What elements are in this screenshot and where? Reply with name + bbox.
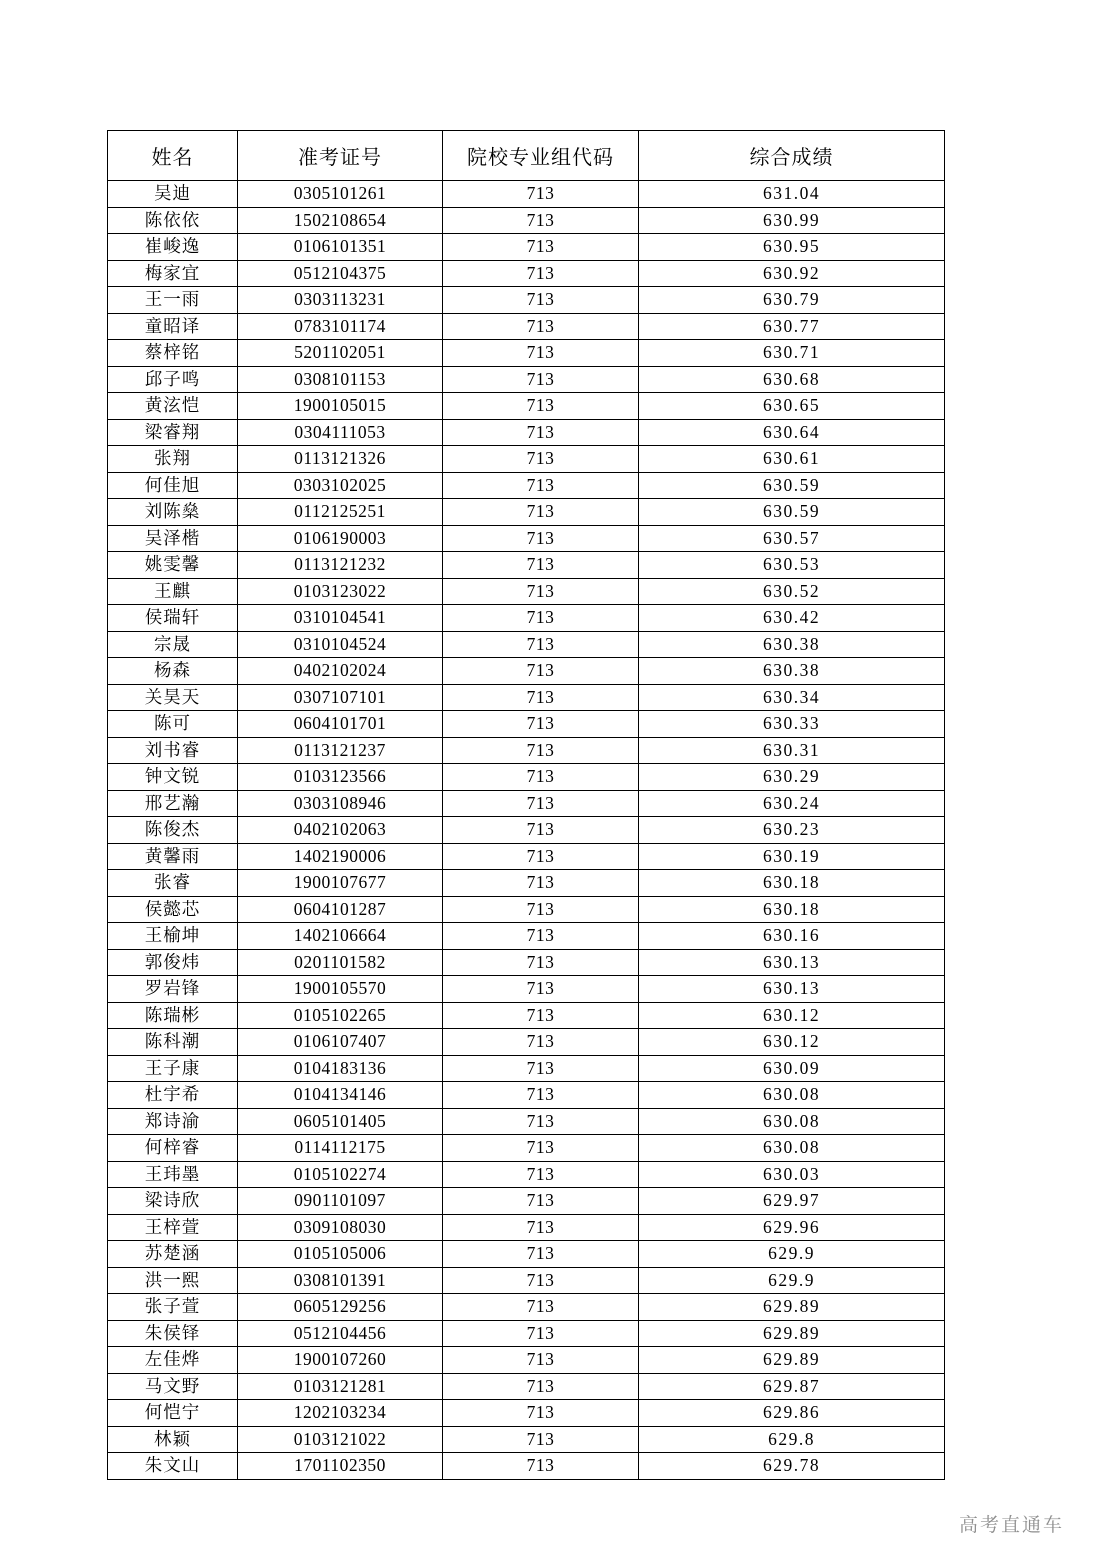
cell-exam: 0113121237 [238,737,443,764]
table-row [108,1055,945,1082]
cell-name: 崔峻逸 [108,234,238,261]
cell-score: 630.92 [639,260,945,287]
table-row [108,499,945,526]
table-row [108,366,945,393]
cell-exam: 0104183136 [238,1055,443,1082]
cell-name: 郭俊炜 [108,949,238,976]
cell-code: 713 [443,393,639,420]
cell-score: 630.08 [639,1082,945,1109]
cell-score: 629.9 [639,1241,945,1268]
cell-score: 630.68 [639,366,945,393]
cell-name: 王子康 [108,1055,238,1082]
cell-code: 713 [443,1161,639,1188]
cell-name: 郑诗渝 [108,1108,238,1135]
cell-score: 630.77 [639,313,945,340]
table-row [108,1347,945,1374]
cell-code: 713 [443,711,639,738]
cell-code: 713 [443,234,639,261]
cell-exam: 0105102274 [238,1161,443,1188]
cell-name: 张睿 [108,870,238,897]
cell-code: 713 [443,181,639,208]
cell-score: 630.99 [639,207,945,234]
cell-code: 713 [443,1082,639,1109]
cell-code: 713 [443,896,639,923]
cell-score: 630.09 [639,1055,945,1082]
cell-name: 杨森 [108,658,238,685]
cell-score: 630.31 [639,737,945,764]
table-row [108,1373,945,1400]
cell-exam: 1900107260 [238,1347,443,1374]
cell-score: 629.97 [639,1188,945,1215]
cell-exam: 1701102350 [238,1453,443,1480]
cell-exam: 0303113231 [238,287,443,314]
cell-name: 蔡梓铭 [108,340,238,367]
cell-score: 630.34 [639,684,945,711]
table-row [108,605,945,632]
cell-score: 629.78 [639,1453,945,1480]
table-row [108,711,945,738]
cell-code: 713 [443,366,639,393]
cell-exam: 0605101405 [238,1108,443,1135]
cell-score: 630.38 [639,658,945,685]
cell-name: 邱子鸣 [108,366,238,393]
cell-exam: 0605129256 [238,1294,443,1321]
table-row [108,1294,945,1321]
cell-name: 何佳旭 [108,472,238,499]
cell-name: 侯懿芯 [108,896,238,923]
table-row [108,870,945,897]
table-row [108,1188,945,1215]
cell-code: 713 [443,446,639,473]
cell-name: 王梓萱 [108,1214,238,1241]
cell-code: 713 [443,552,639,579]
table-row [108,684,945,711]
cell-score: 629.89 [639,1294,945,1321]
cell-score: 629.9 [639,1267,945,1294]
cell-exam: 0308101153 [238,366,443,393]
table-row [108,181,945,208]
table-row [108,340,945,367]
cell-name: 朱文山 [108,1453,238,1480]
cell-name: 王玮墨 [108,1161,238,1188]
cell-name: 邢艺瀚 [108,790,238,817]
cell-score: 629.96 [639,1214,945,1241]
cell-score: 630.03 [639,1161,945,1188]
cell-exam: 0113121232 [238,552,443,579]
cell-name: 张子萱 [108,1294,238,1321]
table-row [108,1082,945,1109]
cell-exam: 0105105006 [238,1241,443,1268]
cell-score: 630.16 [639,923,945,950]
cell-code: 713 [443,843,639,870]
cell-code: 713 [443,949,639,976]
cell-code: 713 [443,817,639,844]
cell-exam: 0402102024 [238,658,443,685]
table-row [108,260,945,287]
cell-name: 关昊天 [108,684,238,711]
cell-score: 630.59 [639,472,945,499]
cell-code: 713 [443,1294,639,1321]
cell-exam: 1502108654 [238,207,443,234]
cell-score: 630.08 [639,1135,945,1162]
cell-code: 713 [443,737,639,764]
table-row [108,207,945,234]
cell-name: 朱侯铎 [108,1320,238,1347]
cell-name: 罗岩锋 [108,976,238,1003]
cell-code: 713 [443,1453,639,1480]
cell-score: 629.86 [639,1400,945,1427]
cell-code: 713 [443,1029,639,1056]
cell-score: 630.95 [639,234,945,261]
cell-code: 713 [443,684,639,711]
cell-name: 童昭译 [108,313,238,340]
cell-score: 630.38 [639,631,945,658]
cell-name: 侯瑞轩 [108,605,238,632]
cell-score: 630.33 [639,711,945,738]
column-header-code: 院校专业组代码 [443,131,639,181]
cell-name: 刘陈燊 [108,499,238,526]
cell-score: 629.89 [639,1320,945,1347]
cell-code: 713 [443,1267,639,1294]
cell-name: 刘书睿 [108,737,238,764]
cell-exam: 0106190003 [238,525,443,552]
cell-exam: 0114112175 [238,1135,443,1162]
cell-exam: 1900105015 [238,393,443,420]
cell-name: 陈科潮 [108,1029,238,1056]
cell-name: 陈可 [108,711,238,738]
cell-exam: 0113121326 [238,446,443,473]
table-row [108,1426,945,1453]
cell-exam: 0310104541 [238,605,443,632]
cell-name: 宗晟 [108,631,238,658]
cell-exam: 0512104456 [238,1320,443,1347]
cell-exam: 0103121281 [238,1373,443,1400]
cell-code: 713 [443,472,639,499]
cell-score: 630.23 [639,817,945,844]
cell-exam: 0901101097 [238,1188,443,1215]
table-row [108,896,945,923]
table-row [108,578,945,605]
cell-name: 苏楚涵 [108,1241,238,1268]
cell-name: 何恺宁 [108,1400,238,1427]
cell-name: 林颖 [108,1426,238,1453]
cell-exam: 0112125251 [238,499,443,526]
cell-name: 何梓睿 [108,1135,238,1162]
cell-code: 713 [443,419,639,446]
cell-exam: 0106101351 [238,234,443,261]
cell-code: 713 [443,287,639,314]
cell-code: 713 [443,870,639,897]
cell-score: 630.24 [639,790,945,817]
table-row [108,976,945,1003]
table-row [108,631,945,658]
cell-exam: 0308101391 [238,1267,443,1294]
table-row [108,949,945,976]
cell-exam: 0106107407 [238,1029,443,1056]
cell-exam: 1900107677 [238,870,443,897]
cell-code: 713 [443,1426,639,1453]
table-row [108,234,945,261]
table-row [108,472,945,499]
cell-score: 630.12 [639,1029,945,1056]
cell-exam: 0105102265 [238,1002,443,1029]
table-row [108,658,945,685]
table-row [108,1320,945,1347]
table-row [108,1161,945,1188]
cell-code: 713 [443,658,639,685]
cell-exam: 1402106664 [238,923,443,950]
cell-code: 713 [443,313,639,340]
cell-score: 630.59 [639,499,945,526]
cell-score: 630.57 [639,525,945,552]
table-row [108,1108,945,1135]
cell-exam: 0307107101 [238,684,443,711]
column-header-score: 综合成绩 [639,131,945,181]
cell-code: 713 [443,1400,639,1427]
cell-exam: 0305101261 [238,181,443,208]
cell-exam: 0604101287 [238,896,443,923]
table-row [108,446,945,473]
cell-exam: 1402190006 [238,843,443,870]
cell-exam: 0309108030 [238,1214,443,1241]
cell-exam: 1900105570 [238,976,443,1003]
cell-code: 713 [443,1320,639,1347]
cell-score: 629.8 [639,1426,945,1453]
cell-score: 630.52 [639,578,945,605]
cell-name: 梁诗欣 [108,1188,238,1215]
cell-score: 630.53 [639,552,945,579]
cell-name: 洪一熙 [108,1267,238,1294]
column-header-exam: 准考证号 [238,131,443,181]
column-header-name: 姓名 [108,131,238,181]
cell-code: 713 [443,340,639,367]
table-row [108,737,945,764]
cell-score: 630.12 [639,1002,945,1029]
cell-score: 630.65 [639,393,945,420]
table-header-row [108,131,945,181]
table-row [108,817,945,844]
cell-score: 630.08 [639,1108,945,1135]
table-row [108,287,945,314]
cell-code: 713 [443,260,639,287]
cell-score: 630.18 [639,870,945,897]
table-row [108,1029,945,1056]
table-row [108,1241,945,1268]
cell-name: 钟文锐 [108,764,238,791]
cell-name: 马文野 [108,1373,238,1400]
table-row [108,552,945,579]
table-row [108,313,945,340]
cell-name: 陈依依 [108,207,238,234]
cell-code: 713 [443,1108,639,1135]
cell-score: 630.13 [639,949,945,976]
cell-exam: 0103123022 [238,578,443,605]
table-row [108,1400,945,1427]
cell-code: 713 [443,1188,639,1215]
cell-code: 713 [443,1002,639,1029]
cell-code: 713 [443,499,639,526]
cell-exam: 1202103234 [238,1400,443,1427]
cell-name: 张翔 [108,446,238,473]
cell-name: 吴迪 [108,181,238,208]
cell-code: 713 [443,1214,639,1241]
cell-exam: 0783101174 [238,313,443,340]
table-row [108,790,945,817]
cell-code: 713 [443,525,639,552]
cell-score: 630.42 [639,605,945,632]
cell-name: 梁睿翔 [108,419,238,446]
cell-score: 630.61 [639,446,945,473]
cell-score: 630.29 [639,764,945,791]
cell-name: 吴泽楷 [108,525,238,552]
cell-name: 王榆坤 [108,923,238,950]
cell-score: 629.87 [639,1373,945,1400]
cell-exam: 0402102063 [238,817,443,844]
cell-code: 713 [443,1373,639,1400]
cell-score: 630.79 [639,287,945,314]
cell-name: 黄泫恺 [108,393,238,420]
cell-exam: 0304111053 [238,419,443,446]
cell-code: 713 [443,976,639,1003]
cell-score: 630.64 [639,419,945,446]
table-row [108,1453,945,1480]
cell-exam: 0103123566 [238,764,443,791]
table-row [108,1214,945,1241]
table-row [108,1135,945,1162]
cell-exam: 0512104375 [238,260,443,287]
cell-code: 713 [443,764,639,791]
cell-exam: 0310104524 [238,631,443,658]
table-row [108,764,945,791]
cell-code: 713 [443,790,639,817]
cell-exam: 0604101701 [238,711,443,738]
admission-score-table [107,130,945,1480]
cell-name: 王一雨 [108,287,238,314]
table-row [108,923,945,950]
cell-name: 陈俊杰 [108,817,238,844]
cell-code: 713 [443,1055,639,1082]
cell-score: 630.71 [639,340,945,367]
cell-code: 713 [443,207,639,234]
cell-name: 王麒 [108,578,238,605]
cell-code: 713 [443,605,639,632]
cell-name: 陈瑞彬 [108,1002,238,1029]
cell-name: 杜宇希 [108,1082,238,1109]
cell-code: 713 [443,1241,639,1268]
cell-name: 左佳烨 [108,1347,238,1374]
cell-code: 713 [443,1347,639,1374]
cell-score: 630.19 [639,843,945,870]
table-row [108,843,945,870]
cell-score: 631.04 [639,181,945,208]
cell-name: 黄馨雨 [108,843,238,870]
score-table-container [107,130,944,1480]
cell-name: 梅家宜 [108,260,238,287]
cell-exam: 0303108946 [238,790,443,817]
cell-code: 713 [443,631,639,658]
cell-code: 713 [443,1135,639,1162]
table-body [108,181,945,1480]
cell-code: 713 [443,923,639,950]
table-header [108,131,945,181]
table-row [108,1002,945,1029]
cell-exam: 0104134146 [238,1082,443,1109]
cell-score: 630.13 [639,976,945,1003]
cell-name: 姚雯馨 [108,552,238,579]
cell-exam: 0103121022 [238,1426,443,1453]
table-row [108,525,945,552]
watermark-label: 高考直通车 [958,1515,1064,1536]
cell-exam: 0303102025 [238,472,443,499]
cell-score: 629.89 [639,1347,945,1374]
cell-code: 713 [443,578,639,605]
cell-exam: 5201102051 [238,340,443,367]
table-row [108,419,945,446]
table-row [108,393,945,420]
cell-exam: 0201101582 [238,949,443,976]
table-row [108,1267,945,1294]
cell-score: 630.18 [639,896,945,923]
